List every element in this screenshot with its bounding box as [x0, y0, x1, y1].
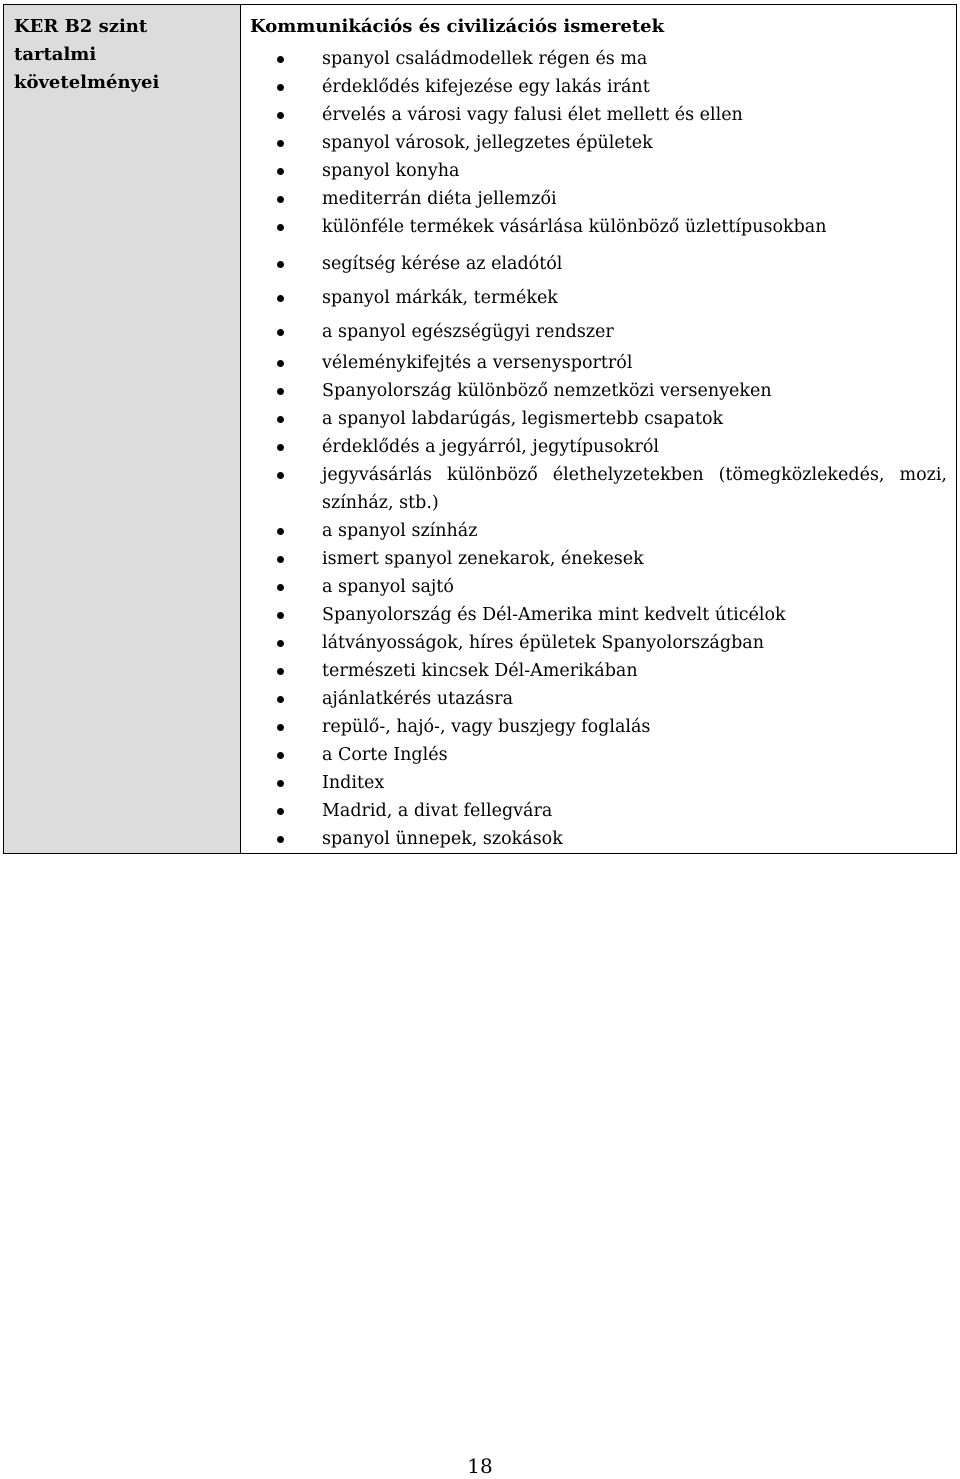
bullet-icon [277, 724, 284, 731]
list-item [241, 629, 956, 657]
list-item-text: látványosságok, híres épületek Spanyolországban [322, 633, 764, 653]
list-item-text: segítség kérése az eladótól [322, 254, 563, 274]
list-item-text: mediterrán diéta jellemzői [322, 189, 557, 209]
bullet-icon [277, 556, 284, 563]
list-item [241, 657, 956, 685]
list-item [241, 769, 956, 797]
bullet-icon [277, 140, 284, 147]
list-item [241, 461, 956, 517]
bullet-icon [277, 472, 284, 479]
list-item [241, 601, 956, 629]
list-item-text: spanyol ünnepek, szokások [322, 829, 563, 849]
list-item-text: a spanyol színház [322, 521, 478, 541]
bullet-icon [277, 444, 284, 451]
list-item-text: spanyol városok, jellegzetes épületek [322, 133, 653, 153]
list-item [241, 247, 956, 281]
bullet-icon [277, 295, 284, 302]
level-label: KER B2 szint tartalmi követelményei [14, 16, 160, 93]
list-item-text: ismert spanyol zenekarok, énekesek [322, 549, 644, 569]
list-item-text: különféle termékek vásárlása különböző üzlettípusokban [322, 217, 827, 237]
list-item [241, 281, 956, 315]
content-cell [241, 5, 957, 854]
list-item [241, 101, 956, 129]
bullet-icon [277, 84, 284, 91]
bullet-icon [277, 640, 284, 647]
bullet-icon [277, 168, 284, 175]
bullet-icon [277, 528, 284, 535]
list-item-text: Inditex [322, 773, 385, 793]
bullet-icon [277, 808, 284, 815]
list-item [241, 741, 956, 769]
list-item-text: érdeklődés kifejezése egy lakás iránt [322, 77, 650, 97]
list-item [241, 405, 956, 433]
list-item-text: a spanyol labdarúgás, legismertebb csapatok [322, 409, 724, 429]
list-item [241, 825, 956, 853]
requirements-table [3, 4, 957, 854]
list-item-text: a spanyol sajtó [322, 577, 454, 597]
list-item [241, 545, 956, 573]
bullet-icon [277, 416, 284, 423]
list-item-text: Madrid, a divat fellegvára [322, 801, 553, 821]
list-item-text: Spanyolország különböző nemzetközi versenyeken [322, 381, 772, 401]
level-label-cell [4, 5, 241, 854]
list-item-text: természeti kincsek Dél-Amerikában [322, 661, 638, 681]
list-item [241, 129, 956, 157]
table-row [4, 5, 957, 854]
bullet-icon [277, 261, 284, 268]
list-item-text: spanyol márkák, termékek [322, 288, 558, 308]
list-item-text: érdeklődés a jegyárról, jegytípusokról [322, 437, 660, 457]
bullet-icon [277, 752, 284, 759]
bullet-icon [277, 780, 284, 787]
list-item-text: Spanyolország és Dél-Amerika mint kedvelt úticélok [322, 605, 786, 625]
bullet-icon [277, 56, 284, 63]
bullet-icon [277, 668, 284, 675]
list-item [241, 45, 956, 73]
list-item [241, 517, 956, 545]
list-item-text: spanyol konyha [322, 161, 460, 181]
bullet-icon [277, 329, 284, 336]
list-item [241, 377, 956, 405]
list-item-text: a Corte Inglés [322, 745, 448, 765]
bullet-icon [277, 196, 284, 203]
list-item-text: repülő-, hajó-, vagy buszjegy foglalás [322, 717, 651, 737]
bullet-icon [277, 360, 284, 367]
list-item-text: érvelés a városi vagy falusi élet mellett és ellen [322, 105, 743, 125]
list-item [241, 157, 956, 185]
list-item [241, 73, 956, 101]
bullet-icon [277, 388, 284, 395]
bullet-icon [277, 112, 284, 119]
bullet-icon [277, 612, 284, 619]
list-item-text: spanyol családmodellek régen és ma [322, 49, 648, 69]
bullet-icon [277, 836, 284, 843]
page-number: 18 [467, 1454, 493, 1478]
list-item [241, 573, 956, 601]
list-item [241, 713, 956, 741]
list-item [241, 433, 956, 461]
bullet-icon [277, 584, 284, 591]
list-item-text: a spanyol egészségügyi rendszer [322, 322, 614, 342]
list-item [241, 185, 956, 213]
list-item [241, 315, 956, 349]
list-item [241, 213, 956, 241]
bullet-icon [277, 696, 284, 703]
list-item [241, 685, 956, 713]
list-item [241, 349, 956, 377]
bullet-icon [277, 224, 284, 231]
list-item-text: véleménykifejtés a versenysportról [322, 353, 633, 373]
list-item-text: jegyvásárlás különböző élethelyzetekben (tömegközlekedés, mozi, színház, stb.) [322, 465, 947, 513]
section-title: Kommunikációs és civilizációs ismeretek [250, 16, 665, 37]
topic-list [241, 45, 956, 853]
list-item-text: ajánlatkérés utazásra [322, 689, 514, 709]
list-item [241, 797, 956, 825]
